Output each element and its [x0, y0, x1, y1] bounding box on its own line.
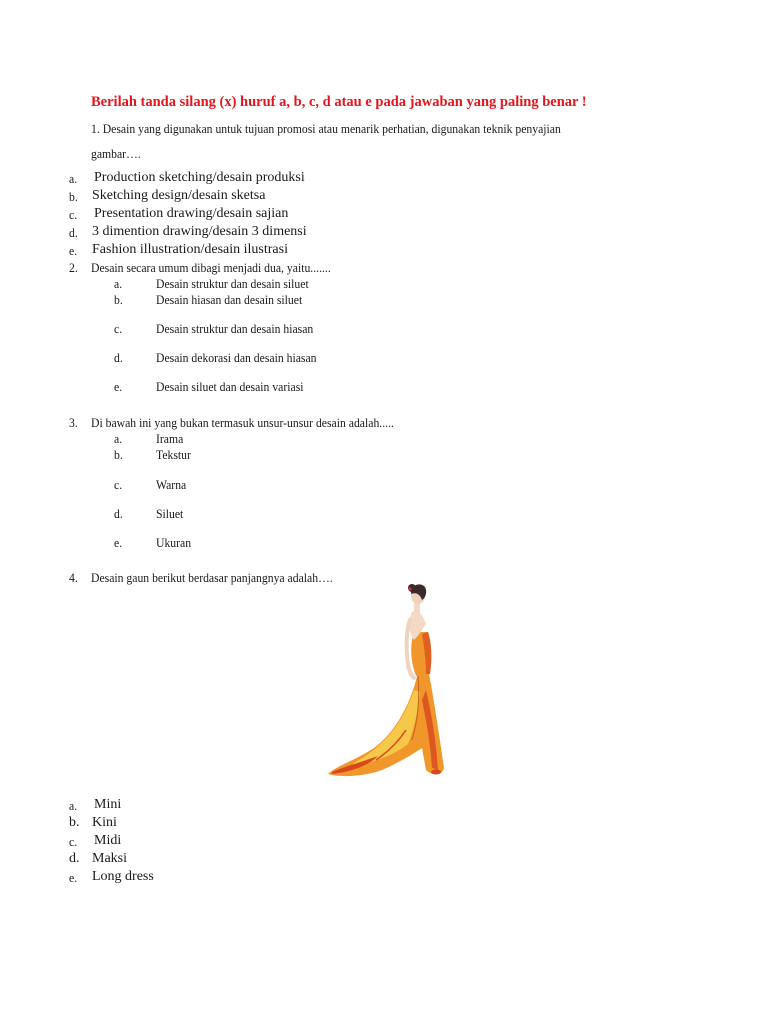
q3-option-a-letter: a. — [114, 431, 123, 446]
q3-option-c-letter: c. — [114, 477, 123, 492]
q4-option-e-letter: e. — [69, 870, 78, 885]
question-4-number: 4. — [69, 570, 78, 585]
q4-option-d-letter: d. — [69, 851, 80, 866]
q2-option-d-letter: d. — [114, 350, 123, 365]
question-2-number: 2. — [69, 260, 78, 275]
gown-illustration — [322, 580, 448, 780]
q4-option-c-letter: c. — [69, 834, 78, 849]
q2-option-c: Desain struktur dan desain hiasan — [156, 321, 314, 336]
q4-option-e: Long dress — [92, 869, 154, 884]
q2-option-a-letter: a. — [114, 276, 123, 291]
q1-option-a: Production sketching/desain produksi — [94, 170, 305, 185]
q3-option-e: Ukuran — [156, 535, 192, 550]
question-4-text: Desain gaun berikut berdasar panjangnya adalah…. — [91, 570, 333, 585]
q1-option-b: Sketching design/desain sketsa — [92, 188, 266, 203]
q1-option-a-letter: a. — [69, 171, 78, 186]
q2-option-a: Desain struktur dan desain siluet — [156, 276, 309, 291]
q2-option-c-letter: c. — [114, 321, 123, 336]
q2-option-e: Desain siluet dan desain variasi — [156, 379, 304, 394]
q4-option-b: Kini — [92, 815, 117, 830]
q1-option-d: 3 dimention drawing/desain 3 dimensi — [92, 224, 307, 239]
q3-option-a: Irama — [156, 431, 184, 446]
q4-option-d: Maksi — [92, 851, 127, 866]
instruction-heading: Berilah tanda silang (x) huruf a, b, c, d atau e pada jawaban yang paling benar ! — [91, 94, 587, 110]
q2-option-d: Desain dekorasi dan desain hiasan — [156, 350, 317, 365]
q3-option-c: Warna — [156, 477, 187, 492]
q4-option-a-letter: a. — [69, 798, 78, 813]
q2-option-b-letter: b. — [114, 292, 123, 307]
q3-option-d: Siluet — [156, 506, 184, 521]
q2-option-b: Desain hiasan dan desain siluet — [156, 292, 303, 307]
q4-option-c: Midi — [94, 833, 122, 848]
q1-option-e: Fashion illustration/desain ilustrasi — [92, 242, 288, 257]
question-1-text: 1. Desain yang digunakan untuk tujuan promosi atau menarik perhatian, digunakan teknik penyajian — [91, 121, 561, 136]
q3-option-b: Tekstur — [156, 447, 191, 462]
q1-option-b-letter: b. — [69, 189, 78, 204]
q3-option-d-letter: d. — [114, 506, 123, 521]
question-3-text: Di bawah ini yang bukan termasuk unsur-unsur desain adalah..... — [91, 415, 394, 430]
q2-option-e-letter: e. — [114, 379, 123, 394]
question-2-text: Desain secara umum dibagi menjadi dua, yaitu....... — [91, 260, 331, 275]
q3-option-e-letter: e. — [114, 535, 123, 550]
q4-option-b-letter: b. — [69, 815, 80, 830]
q1-option-e-letter: e. — [69, 243, 78, 258]
question-1-text-cont: gambar…. — [91, 146, 141, 161]
q3-option-b-letter: b. — [114, 447, 123, 462]
q4-option-a: Mini — [94, 797, 122, 812]
q1-option-d-letter: d. — [69, 225, 78, 240]
q1-option-c: Presentation drawing/desain sajian — [94, 206, 289, 221]
q1-option-c-letter: c. — [69, 207, 78, 222]
question-3-number: 3. — [69, 415, 78, 430]
